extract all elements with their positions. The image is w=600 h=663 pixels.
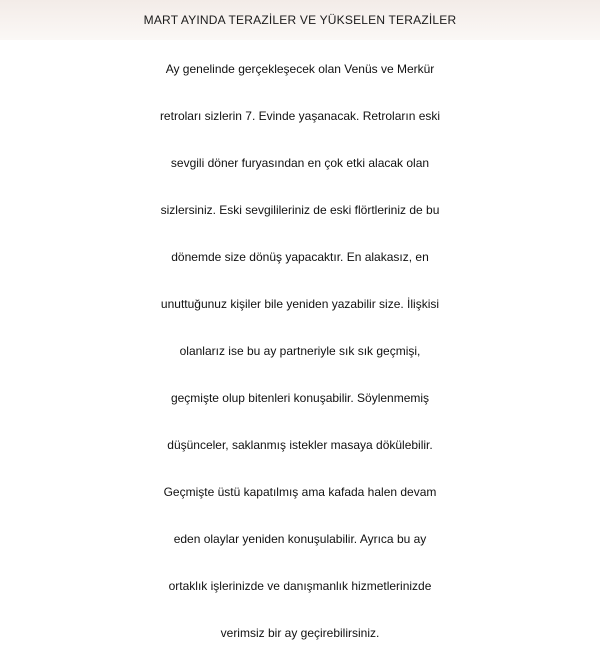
body-line: Geçmişte üstü kapatılmış ama kafada halen devam <box>163 485 437 499</box>
body-line: verimsiz bir ay geçirebilirsiniz. <box>220 626 380 640</box>
body-line: Ay genelinde gerçekleşecek olan Venüs ve Merkür <box>165 62 435 76</box>
body-line: geçmişte olup bitenleri konuşabilir. Söylenmemiş <box>170 391 430 405</box>
body-line: retroları sizlerin 7. Evinde yaşanacak. Retroların eski <box>159 109 441 123</box>
article-title: MART AYINDA TERAZİLER VE YÜKSELEN TERAZİLER <box>0 0 600 40</box>
body-line: sizlersiniz. Eski sevgilileriniz de eski flörtleriniz de bu <box>160 203 440 217</box>
body-line: unuttuğunuz kişiler bile yeniden yazabilir size. İlişkisi <box>160 297 440 311</box>
body-line: eden olaylar yeniden konuşulabilir. Ayrıca bu ay <box>173 532 427 546</box>
body-line: sevgili döner furyasından en çok etki alacak olan <box>170 156 430 170</box>
article-body <box>0 46 600 657</box>
body-line: düşünceler, saklanmış istekler masaya dökülebilir. <box>167 438 433 452</box>
body-line: ortaklık işlerinizde ve danışmanlık hizmetlerinizde <box>168 579 432 593</box>
body-line: dönemde size dönüş yapacaktır. En alakasız, en <box>171 250 429 264</box>
body-line: olanlarız ise bu ay partneriyle sık sık geçmişi, <box>179 344 421 358</box>
